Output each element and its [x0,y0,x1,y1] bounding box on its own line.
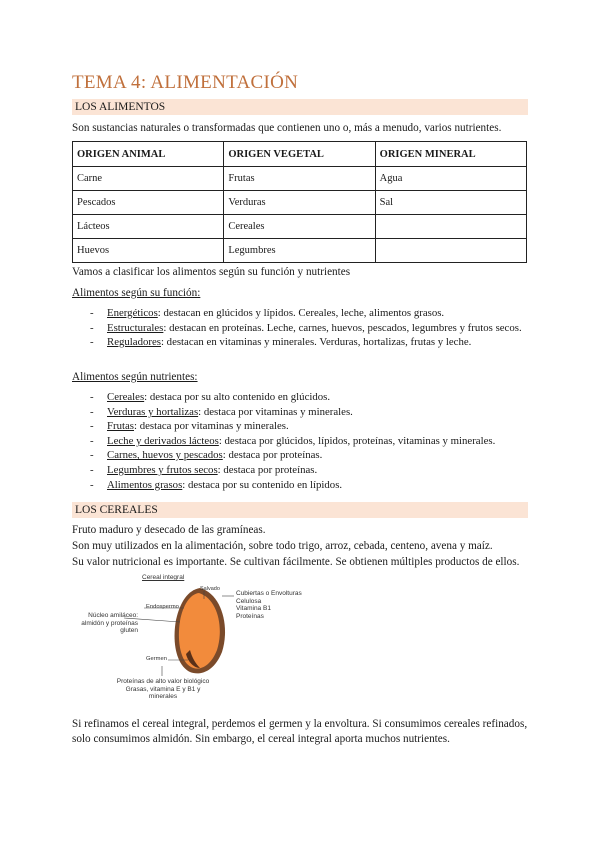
table-cell: Frutas [224,167,375,191]
table-cell: Carne [73,167,224,191]
intro-text: Son sustancias naturales o transformadas que contienen uno o, más a menudo, varios nutrientes. [72,122,502,134]
table-cell: Verduras [224,191,375,215]
table-row [73,239,527,263]
figure-top-label: Cereal integral [142,574,185,581]
cereales-line-3: Su valor nutricional es importante. Se cultivan fácilmente. Se obtienen múltiples productos de ellos. [72,556,520,568]
table-cell: Huevos [73,239,224,263]
list-item: - Alimentos grasos: destaca por su contenido en lípidos. [90,478,530,493]
cereal-grain-diagram [72,572,322,700]
funcion-list [90,306,530,350]
list-item: - Carnes, huevos y pescados: destaca por proteínas. [90,448,530,463]
table-cell: Sal [375,191,526,215]
table-cell: Cereales [224,215,375,239]
list-item: - Legumbres y frutos secos: destaca por proteínas. [90,463,530,478]
table-header-cell: ORIGEN MINERAL [375,142,526,167]
figure-germen-label: Germen [146,656,167,662]
figure-cubiertas-label: Cubiertas o Envolturas Celulosa Vitamina B1 Proteínas [236,590,302,620]
figure-endosperma-label: Endospermo [146,604,179,610]
origin-table [72,141,527,263]
figure-germen-desc: Proteínas de alto valor biológico Grasas, vitamina E y B1 y minerales [116,678,210,700]
list-item: - Leche y derivados lácteos: destaca por glúcidos, lípidos, proteínas, vitaminas y minerales. [90,434,530,449]
page-title: TEMA 4: ALIMENTACIÓN [72,72,299,93]
table-header-row [73,142,527,167]
table-header-cell: ORIGEN VEGETAL [224,142,375,167]
figure-salvado-label: Salvado [200,586,220,592]
table-row [73,191,527,215]
table-cell [375,215,526,239]
cereales-line-2: Son muy utilizados en la alimentación, sobre todo trigo, arroz, cebada, centeno, avena y maíz. [72,540,493,552]
nutrientes-heading: Alimentos según nutrientes: [72,371,198,383]
cereales-line-1: Fruto maduro y desecado de las gramíneas. [72,524,266,536]
funcion-heading: Alimentos según su función: [72,287,201,299]
table-cell: Pescados [73,191,224,215]
table-row [73,167,527,191]
closing-text: Si refinamos el cereal integral, perdemos el germen y la envoltura. Si consumimos cereales refinados, solo consumimos almidón. Sin embargo, el cereal integral aporta muchos nutrientes. [72,718,528,745]
figure-nucleo-label: Núcleo amiláceo: almidón y proteínas gluten [81,612,138,634]
table-header-cell: ORIGEN ANIMAL [73,142,224,167]
classify-text: Vamos a clasificar los alimentos según su función y nutrientes [72,266,351,278]
list-item: - Verduras y hortalizas: destaca por vitaminas y minerales. [90,405,530,420]
table-cell: Agua [375,167,526,191]
table-cell [375,239,526,263]
table-cell: Legumbres [224,239,375,263]
list-item: - Energéticos: destacan en glúcidos y lípidos. Cereales, leche, alimentos grasos. [90,306,530,321]
list-item: - Estructurales: destacan en proteínas. Leche, carnes, huevos, pescados, legumbres y frutos secos. [90,321,530,336]
list-item: - Reguladores: destacan en vitaminas y minerales. Verduras, hortalizas, frutas y leche. [90,335,530,350]
table-row [73,215,527,239]
nutrientes-list [90,390,530,492]
section-header-cereales: LOS CEREALES [72,502,528,518]
section-header-alimentos: LOS ALIMENTOS [72,99,528,115]
list-item: - Frutas: destaca por vitaminas y minerales. [90,419,530,434]
list-item: - Cereales: destaca por su alto contenido en glúcidos. [90,390,530,405]
table-cell: Lácteos [73,215,224,239]
